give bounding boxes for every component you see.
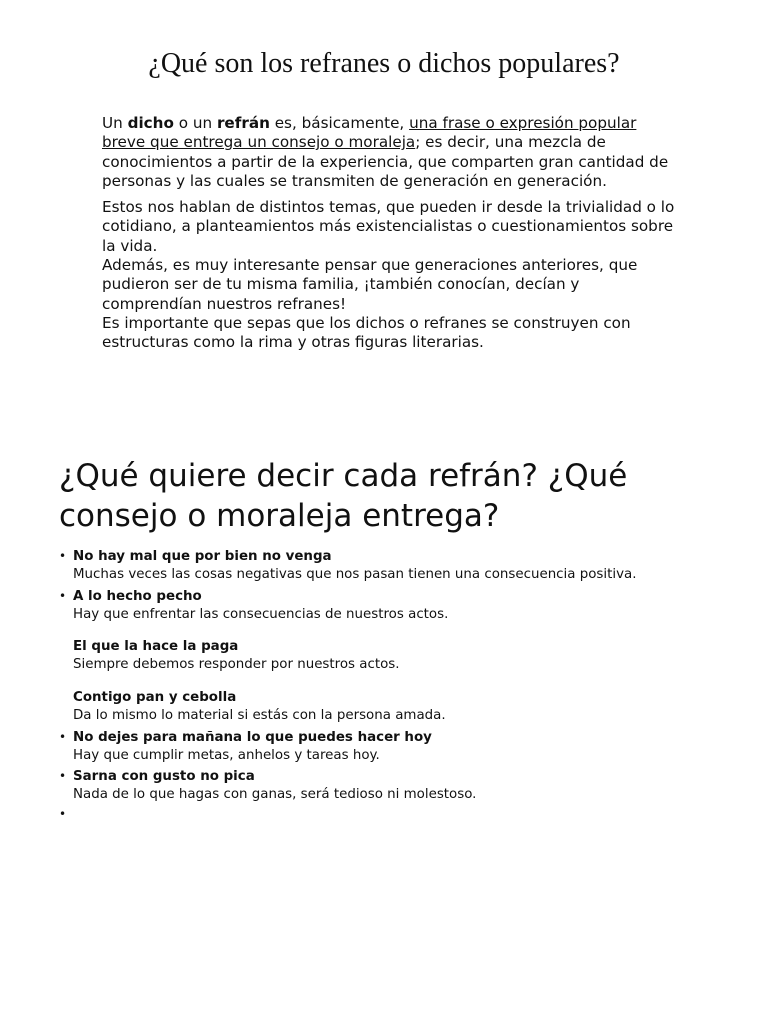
intro-text: o un <box>173 114 217 132</box>
saying-name: Contigo pan y cebolla <box>73 690 237 705</box>
list-item <box>73 729 733 764</box>
saying-name: A lo hecho pecho <box>73 589 202 604</box>
list-item <box>73 638 733 673</box>
section-title: ¿Qué quiere decir cada refrán? ¿Qué consejo o moraleja entrega? <box>59 458 628 534</box>
bullet-marker: • <box>59 589 67 603</box>
saying-meaning: Siempre debemos responder por nuestros actos. <box>73 656 400 672</box>
list-item <box>73 768 733 803</box>
saying-meaning: Nada de lo que hagas con ganas, será tedioso ni molestoso. <box>73 786 477 802</box>
intro-text: Un <box>102 114 128 132</box>
intro-text: ; es decir, una mezcla de conocimientos a partir de la experiencia, que comparten gran cantidad de personas y las cuales se transmiten de generación en generación. <box>102 133 669 190</box>
saying-meaning: Da lo mismo lo material si estás con la persona amada. <box>73 707 446 723</box>
saying-meaning: Muchas veces las cosas negativas que nos pasan tienen una consecuencia positiva. <box>73 566 637 582</box>
bullet-marker: • <box>59 549 67 563</box>
saying-name: No hay mal que por bien no venga <box>73 549 332 564</box>
intro-paragraph-topics: Estos nos hablan de distintos temas, que pueden ir desde la trivialidad o lo cotidiano, a planteamientos más existencialistas o cuestionamientos sobre la vida. <box>102 198 675 255</box>
page-title: ¿Qué son los refranes o dichos populares? <box>148 48 620 79</box>
list-item <box>73 689 733 724</box>
list-item <box>73 548 733 583</box>
saying-name: Sarna con gusto no pica <box>73 769 255 784</box>
saying-meaning: Hay que enfrentar las consecuencias de nuestros actos. <box>73 606 449 622</box>
intro-paragraph-structure: Es importante que sepas que los dichos o refranes se construyen con estructuras como la rima y otras figuras literarias. <box>102 313 631 352</box>
intro-paragraph-generations: Además, es muy interesante pensar que generaciones anteriores, que pudieron ser de tu misma familia, ¡también conocían, decían y comprendían nuestros refranes! <box>102 256 638 313</box>
term-refran: refrán <box>216 114 270 132</box>
bullet-marker-empty: • <box>59 807 67 821</box>
definition-underlined: una frase o expresión popular breve que entrega un consejo o moraleja <box>102 114 637 152</box>
bullet-marker: • <box>59 769 67 783</box>
saying-name: No dejes para mañana lo que puedes hacer hoy <box>73 730 432 745</box>
saying-meaning: Hay que cumplir metas, anhelos y tareas hoy. <box>73 747 380 763</box>
term-dicho: dicho <box>127 114 174 132</box>
intro-text: es, básicamente, <box>269 114 410 132</box>
list-item <box>73 588 733 623</box>
bullet-marker: • <box>59 730 67 744</box>
saying-name: El que la hace la paga <box>73 639 239 654</box>
intro-section <box>102 114 682 353</box>
intro-paragraph-definition <box>102 114 682 191</box>
